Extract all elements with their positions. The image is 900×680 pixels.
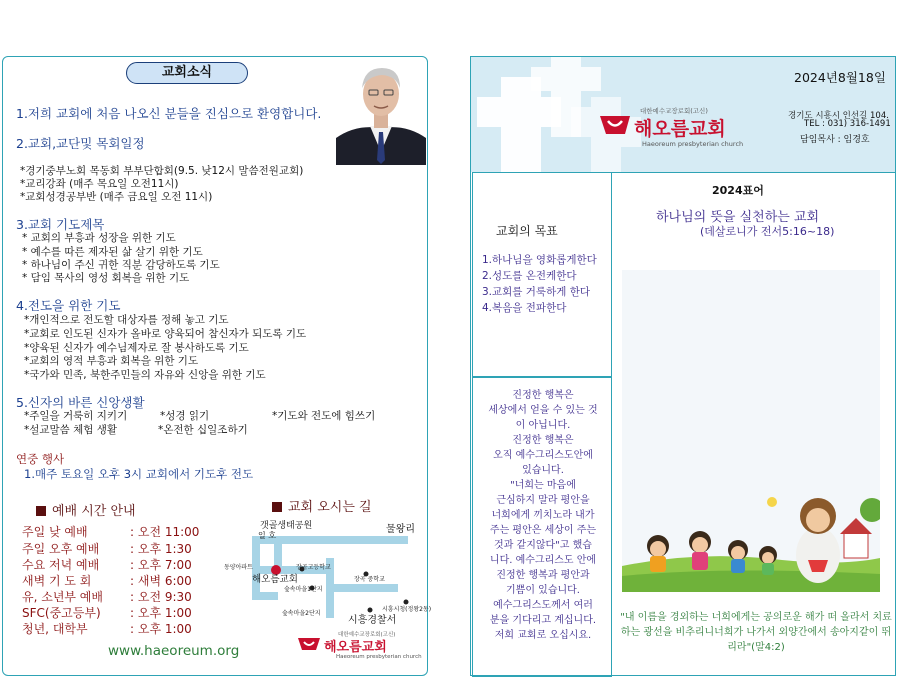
event-item: *교회성경공부반 (매주 금요일 오전 11시)	[20, 191, 213, 203]
pastor-photo	[336, 60, 426, 165]
evangel-heading: 4.전도을 위한 기도	[16, 298, 121, 313]
map-label-church: 해오름교회	[252, 574, 298, 585]
evangel-item: *양육된 신자가 예수님제자로 잘 봉사하도록 기도	[24, 342, 249, 354]
schedule-time: : 오전 11:00	[130, 525, 200, 539]
church-logo-header	[598, 106, 768, 150]
schedule-name: 청년, 대학부	[22, 622, 88, 636]
prayer-item: * 담임 목사의 영성 회복을 위한 기도	[22, 272, 190, 284]
schedule-name: 유, 소년부 예배	[22, 590, 103, 604]
schedule-title-text: 예배 시간 안내	[52, 504, 136, 519]
life-item: *설교말씀 체험 생활	[24, 424, 118, 436]
header-logo-denomination: 대한예수교장로회(고신)	[640, 107, 708, 115]
motto-reference: (데살로니가 전서5:16~18)	[700, 225, 835, 238]
happiness-line: 너희에게 끼치노라 내가	[491, 510, 595, 521]
prayer-item: * 하나님이 주신 귀한 직분 감당하도록 기도	[22, 259, 220, 271]
square-bullet-icon	[36, 506, 46, 516]
goal-item: 1.하나님을 영화롭게한다	[482, 254, 597, 266]
evangel-item: *교회의 영적 부흥과 회복을 위한 기도	[24, 355, 199, 367]
happiness-line: 저희 교회로 오십시요.	[494, 630, 592, 641]
events-heading: 2.교회,교단및 목회일정	[16, 136, 145, 151]
event-item: *교리강좌 (매주 목요일 오전11시)	[20, 178, 179, 190]
schedule-time: : 오후 1:30	[130, 542, 192, 556]
header-logo-text: 해오름교회	[634, 118, 726, 140]
happiness-line: 세상에서 얻을 수 있는 것	[488, 405, 598, 416]
evangel-item: *교회로 인도된 신자가 올바로 양육되어 참신자가 되도록 기도	[24, 328, 307, 340]
happiness-line: 주는 평안은 세상이 주는	[489, 525, 597, 536]
map-label-park: 갯골생태공원	[260, 521, 313, 531]
evangel-item: *국가와 민족, 북한주민들의 자유와 신앙을 위한 기도	[24, 369, 266, 381]
header-logo-sub: Haeoreum presbyterian church	[642, 140, 744, 148]
schedule-row	[22, 523, 212, 539]
yearly-heading: 연중 행사	[16, 452, 65, 466]
happiness-text	[480, 388, 606, 643]
evangel-item: *개인적으로 전도할 대상자를 정해 놓고 기도	[24, 314, 229, 326]
happiness-line: 있습니다.	[522, 465, 564, 476]
schedule-row	[22, 588, 212, 604]
schedule-name: 새벽 기 도 회	[22, 574, 92, 588]
schedule-time: : 오전 9:30	[130, 590, 192, 604]
church-map	[222, 514, 432, 626]
map-label-police: 시흥경찰서	[348, 615, 397, 626]
map-label-station: 시흥시청(정왕2동)	[382, 606, 432, 613]
map-title	[272, 496, 372, 515]
schedule-row	[22, 556, 212, 572]
schedule-time: : 오후 1:00	[130, 606, 192, 620]
event-item: *경기중부노회 목동회 부부단합회(9.5. 낮12시 말씀전원교회)	[20, 165, 304, 177]
happiness-line: 오직 예수그리스도안에	[493, 450, 593, 461]
schedule-row	[22, 540, 212, 556]
map-label-ms: 장곡 중학교	[354, 576, 385, 583]
map-label-mulwang: 물왕리	[386, 524, 415, 535]
happiness-line: 진정한 행복은	[512, 435, 574, 446]
children-with-jesus-illustration	[622, 270, 880, 592]
prayer-item: * 교회의 부흥과 성장을 위한 기도	[22, 232, 176, 244]
footer-logo-sub: Haeoreum presbyterian church	[336, 654, 422, 660]
prayer-item: * 예수를 따른 제자된 삶 살기 위한 기도	[22, 246, 203, 258]
life-heading: 5.신자의 바른 신앙생활	[16, 395, 145, 410]
map-label-ilho: 일 호	[258, 531, 276, 540]
yearly-item: 1.매주 토요일 오후 3시 교회에서 기도후 전도	[24, 467, 254, 481]
happiness-line: 이 아닙니다.	[515, 420, 571, 431]
happiness-line: 기쁨이 있습니다.	[506, 585, 580, 596]
schedule-time: : 새벽 6:00	[130, 574, 192, 588]
schedule-row	[22, 620, 212, 636]
happiness-line: 진정한 행복은	[512, 390, 574, 401]
map-label-hs: 장곡고등학교	[296, 564, 331, 571]
map-label-apt: 동양아파트	[224, 564, 253, 571]
schedule-name: 주일 낮 예배	[22, 525, 88, 539]
news-title-badge: 교회소식	[126, 62, 248, 84]
goal-item: 2.성도를 온전케한다	[482, 270, 577, 282]
schedule-title	[36, 500, 136, 519]
schedule-time: : 오후 7:00	[130, 558, 192, 572]
life-item: *성경 읽기	[160, 410, 210, 422]
church-tel: TEL : 031) 316-1491	[804, 119, 891, 129]
footer-logo-text: 해오름교회	[324, 640, 387, 655]
goals-title: 교회의 목표	[496, 224, 558, 238]
goal-item: 3.교회를 거룩하게 한다	[482, 286, 590, 298]
life-item: *온전한 십일조하기	[158, 424, 248, 436]
happiness-line: 것과 같지않다"고 했습	[494, 540, 592, 551]
website-link[interactable]: www.haeoreum.org	[108, 643, 240, 659]
goal-item: 4.복음을 전파한다	[482, 302, 567, 314]
map-label-apt2: 숲속마을1단지	[284, 586, 323, 593]
motto-text: 하나님의 뜻을 실천하는 교회	[656, 210, 820, 225]
schedule-time: : 오후 1:00	[130, 622, 192, 636]
schedule-row	[22, 572, 212, 588]
welcome-text: 1.저희 교회에 처음 나오신 분들을 진심으로 환영합니다.	[16, 106, 322, 121]
life-item: *기도와 전도에 힘쓰기	[272, 410, 376, 422]
schedule-name: 수요 저녁 예배	[22, 558, 100, 572]
happiness-line: 진정한 행복과 평안과	[496, 570, 590, 581]
schedule-row	[22, 604, 212, 620]
happiness-line: 예수그리스도께서 여러	[493, 600, 593, 611]
happiness-line: "너희는 마음에	[510, 480, 576, 491]
happiness-line: 니다. 예수그리스도 안에	[489, 555, 597, 566]
happiness-line: 근심하지 말라 평안을	[496, 495, 590, 506]
church-address: 경기도 시흥시 인선길 104.	[788, 111, 889, 121]
map-label-complex: 숲속마을2단지	[282, 610, 321, 617]
map-title-text: 교회 오시는 길	[288, 500, 372, 515]
footer-logo-denomination: 대한예수교장로회(고신)	[338, 632, 396, 638]
scripture-quote: "내 이름을 경외하는 너희에게는 공의로운 해가 떠 올라서 치료하는 광선을 비추리니너희가 나가서 외양간에서 송아지같이 뛰리라"(말4:2)	[620, 612, 892, 653]
motto-year: 2024표어	[712, 184, 764, 197]
church-logo-footer	[296, 628, 422, 664]
square-bullet-icon	[272, 502, 282, 512]
church-pastor: 담임목사 : 임경호	[800, 135, 870, 145]
happiness-line: 분을 기다리고 계십니다.	[489, 615, 597, 626]
bulletin-date: 2024년8월18일	[794, 70, 886, 85]
schedule-name: 주일 오후 예배	[22, 542, 100, 556]
prayer-heading: 3.교회 기도제목	[16, 217, 105, 232]
schedule-name: SFC(중고등부)	[22, 606, 101, 620]
life-item: *주일을 거룩히 지키기	[24, 410, 128, 422]
